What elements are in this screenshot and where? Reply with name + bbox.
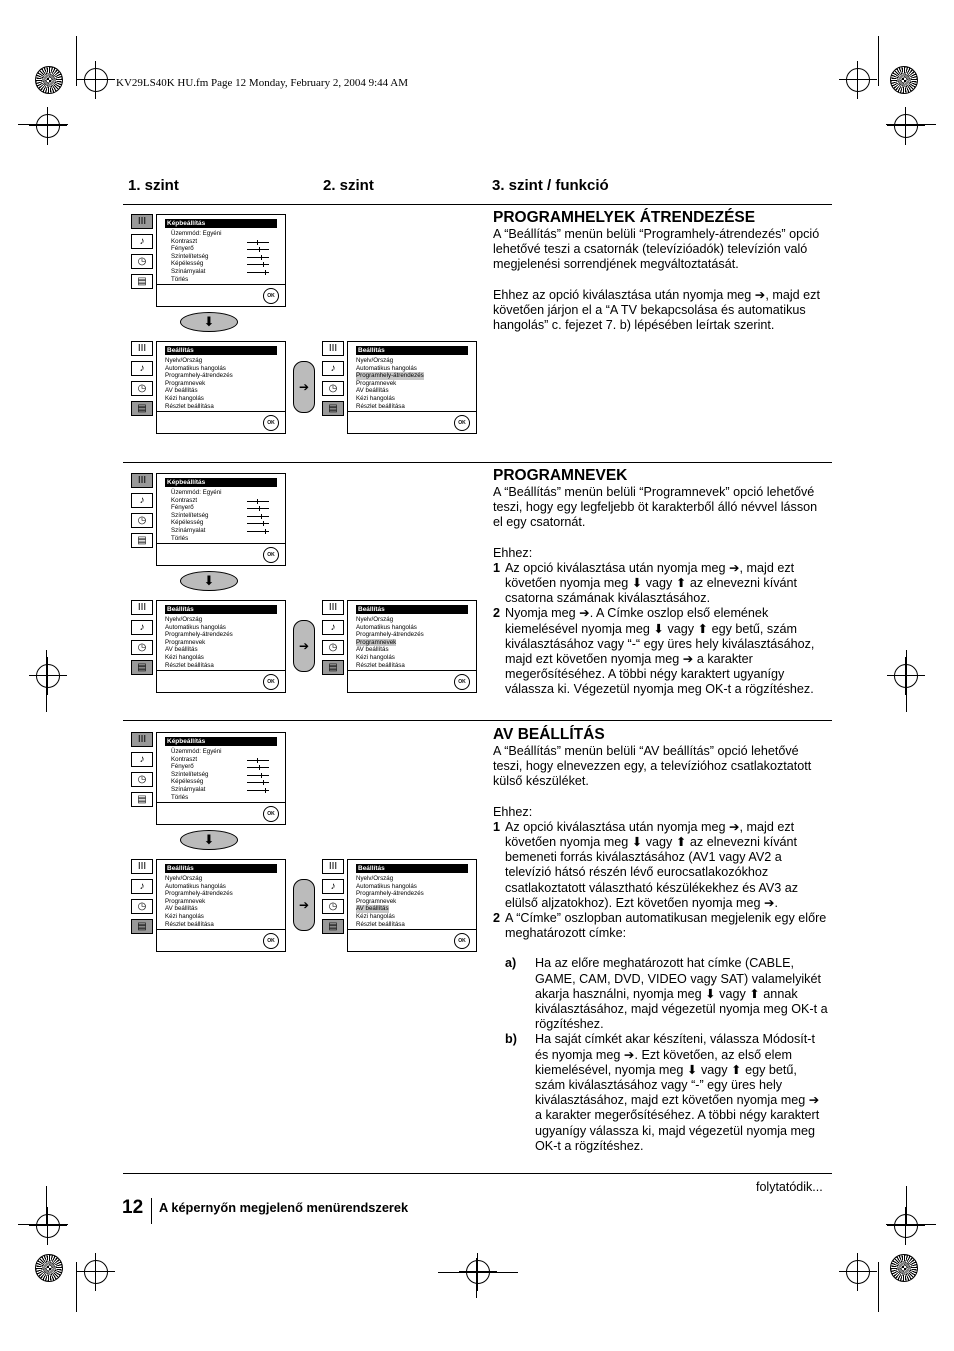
registration-mark [466,1260,490,1284]
paragraph: Ehhez: [493,545,533,560]
menu-separator [157,802,285,803]
setup-menu [347,859,477,952]
setup-icon: ▤ [131,660,153,675]
registration-mark [894,114,918,138]
menu-item: Részlet beállítása [356,661,405,669]
registration-dial [890,1254,918,1282]
menu-item: Programhely-átrendezés [356,372,424,380]
paragraph: Ehhez az opció kiválasztása után nyomja meg ➔, majd ezt követően járjon el a “A TV bekapcsolása és automatikus hangolás” c. fejezet 7. b) lépésében leírtak szerint. [493,287,820,333]
divider [123,462,832,463]
page-number: 12 [122,1197,144,1218]
menu-items [165,875,233,928]
ok-button-icon: OK [263,674,279,690]
step-text: A “Címke” oszlopban automatikusan megjelenik egy előre meghatározott címke: [505,911,827,941]
menu-item: Képélesség [171,260,204,268]
menu-item: Részlet beállítása [165,661,214,669]
registration-mark [894,664,918,688]
menu-item: Automatikus hangolás [356,882,417,890]
menu-item: Színtelítetség [171,770,209,778]
menu-items [165,357,233,410]
menu-title: Képbeállítás [165,737,277,746]
menu-item: Programhely-átrendezés [356,631,424,639]
setup-icon: ▤ [131,401,153,416]
down-arrow-icon: ⬇ [180,312,238,332]
section-body-programnevek [493,485,828,698]
menu-item: AV beállítás [356,905,389,913]
menu-item: Részlet beállítása [356,920,405,928]
level-slider [247,767,269,768]
level-slider [247,516,269,517]
level-slider [247,242,269,243]
paragraph: A “Beállítás” menün belüli “Programnevek” opció lehetővé teszi, hogy egy legfeljebb öt karakterből álló névvel lásson el egy csatornát. [493,485,818,530]
menu-item: Nyelv/Ország [356,875,394,882]
registration-mark [846,1260,870,1284]
menu-items [171,748,222,801]
menu-icon-column [322,341,344,421]
slider-marker [261,514,262,519]
picture-menu [156,732,286,825]
ok-button-icon: OK [263,288,279,304]
picture-icon: III [131,600,153,615]
menu-items [171,489,222,542]
slider-marker [257,240,258,245]
menu-title: Képbeállítás [165,478,277,487]
picture-icon: III [131,859,153,874]
setup-icon: ▤ [131,919,153,934]
menu-item: Nyelv/Ország [356,616,394,623]
menu-item: Programnevek [165,379,206,387]
divider [123,1173,832,1174]
level-slider [247,264,269,265]
menu-item: AV beállítás [356,387,389,395]
slider-marker [257,758,258,763]
picture-icon: III [322,859,344,874]
ok-button-icon: OK [454,415,470,431]
section-body-av-beallitas [493,744,828,1154]
menu-item: Üzemmód: Egyéni [171,489,222,496]
registration-mark [36,664,60,688]
sub-step-label: a) [505,956,517,971]
section-body-programhelyek [493,227,828,333]
menu-item: Automatikus hangolás [356,623,417,631]
divider [123,720,832,721]
sound-icon: ♪ [322,879,344,894]
sound-icon: ♪ [131,752,153,767]
slider-marker [259,506,260,511]
menu-item: Automatikus hangolás [165,364,226,372]
menu-items [356,616,424,669]
crop-mark [878,36,879,86]
level-3-heading: 3. szint / funkció [492,177,609,194]
menu-item: Programnevek [356,379,397,387]
step-text: Nyomja meg ➔. A Címke oszlop első elemének kiemelésével nyomja meg ⬇ vagy ⬆ egy betű, szám kiválasztásához vagy “-“ egy üres hely kiválasztásához, majd ezt követően nyomja meg ➔ a karakter megerősítéséhez. A többi négy karaktert ugyanígy válassza ki. Végezetül nyomja meg OK-t a rögzítéshez. [505,606,815,697]
footer-divider [151,1198,152,1224]
menu-item: Kontraszt [171,755,198,763]
menu-item: Kézi hangolás [165,394,204,402]
menu-item: Törlés [171,793,189,801]
slider-marker [261,255,262,260]
step-text: Az opció kiválasztása után nyomja meg ➔, majd ezt követően nyomja meg ⬇ vagy ⬆ az elnevezni kívánt csatorna számának kiválasztásához. [505,560,798,606]
right-arrow-icon: ➔ [293,620,315,672]
slider-marker [265,529,266,534]
menu-icon-column [131,214,153,294]
slider-marker [261,773,262,778]
step-number: 2 [493,911,501,926]
level-slider [247,782,269,783]
menu-item: Színtelítetség [171,252,209,260]
section-title-programnevek: PROGRAMNEVEK [493,467,628,484]
right-arrow-icon: ➔ [293,879,315,931]
menu-item: AV beállítás [165,387,198,395]
menu-icon-column [131,600,153,680]
timer-icon: ◷ [131,772,153,787]
menu-title: Beállítás [165,346,277,355]
level-slider [247,501,269,502]
menu-title: Képbeállítás [165,219,277,228]
level-slider [247,531,269,532]
level-slider [247,508,269,509]
menu-separator [157,411,285,412]
menu-item: Kézi hangolás [356,394,395,402]
menu-items [356,875,424,928]
picture-icon: III [131,214,153,229]
sub-step-text: Ha az előre meghatározott hat címke (CABLE, GAME, CAM, DVD, VIDEO vagy SAT) valamelyikét akarja használni, nyomja meg ⬇ vagy ⬆ annak kiválasztásához, majd végezetül nyomja meg OK-t a rögzítéshez. [535,956,828,1032]
menu-item: Kézi hangolás [356,653,395,661]
menu-item: AV beállítás [356,646,389,654]
right-arrow-icon: ➔ [293,361,315,413]
sound-icon: ♪ [322,620,344,635]
sound-icon: ♪ [131,493,153,508]
setup-menu [156,600,286,693]
menu-title: Beállítás [356,864,468,873]
step-number: 1 [493,819,501,834]
paragraph: Ehhez: [493,804,533,819]
sound-icon: ♪ [131,361,153,376]
menu-item: Részlet beállítása [165,402,214,410]
menu-item: Nyelv/Ország [165,875,203,882]
sound-icon: ♪ [131,234,153,249]
registration-mark [846,68,870,92]
menu-items [356,357,424,410]
setup-menu [347,341,477,434]
level-slider [247,760,269,761]
menu-item: Programnevek [356,897,397,905]
menu-item: Automatikus hangolás [165,882,226,890]
menu-icon-column [322,859,344,939]
paragraph: A “Beállítás” menün belüli “Programhely-átrendezés” opció lehetővé teszi a csatornák (televízióadók) televízión való megjelenési sorrendjének megváltoztatását. [493,227,820,272]
setup-icon: ▤ [322,919,344,934]
file-header: KV29LS40K HU.fm Page 12 Monday, February 2, 2004 9:44 AM [116,77,408,89]
menu-item: Színárnyalat [171,526,206,534]
menu-separator [157,929,285,930]
menu-item: Színtelítetség [171,511,209,519]
menu-item: Üzemmód: Egyéni [171,748,222,755]
ok-button-icon: OK [263,415,279,431]
registration-mark [36,1214,60,1238]
level-slider [247,272,269,273]
picture-icon: III [322,600,344,615]
slider-marker [265,788,266,793]
menu-items [171,230,222,283]
slider-marker [265,270,266,275]
menu-item: Képélesség [171,519,204,527]
slider-marker [263,262,264,267]
slider-marker [263,521,264,526]
crop-mark [878,1262,879,1312]
picture-menu [156,214,286,307]
menu-item: Színárnyalat [171,785,206,793]
menu-item: Programhely-átrendezés [165,631,233,639]
step-text: Az opció kiválasztása után nyomja meg ➔, majd ezt követően nyomja meg ⬇ vagy ⬆ az elnevezni kívánt bemeneti forrás kiválasztásához (AV1 vagy AV2 a televízió hátsó részén lévő eurocsatlakozókhoz csatlakoztatott választható készülékekhez és AV3 az elülső aljzatokhoz). Ezt követően nyomja meg ➔. [505,819,799,910]
menu-item: Üzemmód: Egyéni [171,230,222,237]
sound-icon: ♪ [131,620,153,635]
timer-icon: ◷ [322,640,344,655]
section-footer-title: A képernyőn megjelenő menürendszerek [159,1200,409,1215]
menu-item: Programhely-átrendezés [356,890,424,898]
registration-mark [84,68,108,92]
ok-button-icon: OK [454,933,470,949]
menu-item: Programhely-átrendezés [165,890,233,898]
picture-icon: III [131,473,153,488]
continued-note: folytatódik... [756,1180,823,1194]
slider-marker [263,780,264,785]
ok-button-icon: OK [263,547,279,563]
ok-button-icon: OK [263,933,279,949]
timer-icon: ◷ [131,381,153,396]
level-slider [247,775,269,776]
menu-item: Kézi hangolás [165,912,204,920]
menu-item: Kézi hangolás [165,653,204,661]
menu-item: Kontraszt [171,237,198,245]
menu-item: Törlés [171,534,189,542]
registration-dial [890,66,918,94]
step-number: 2 [493,606,501,621]
menu-title: Beállítás [356,605,468,614]
setup-icon: ▤ [131,533,153,548]
picture-icon: III [131,341,153,356]
divider [123,204,832,205]
sub-step-text: Ha saját címkét akar készíteni, válassza Módosít-t és nyomja meg ➔. Ezt követően, az első elem kiemelésével, nyomja meg ⬇ vagy ⬆ egy betű, szám kiválasztásához vagy “-” egy üres hely kiválasztásához, majd ezt követően nyomja meg ➔ a karakter megerősítéséhez. A többi négy karaktert ugyanígy válassza ki, majd végezetül nyomja meg OK-t a rögzítéshez. [535,1032,820,1153]
menu-icon-column [131,341,153,421]
menu-item: Részlet beállítása [165,920,214,928]
menu-item: Automatikus hangolás [356,364,417,372]
picture-menu [156,473,286,566]
ok-button-icon: OK [454,674,470,690]
setup-icon: ▤ [131,274,153,289]
menu-item: Törlés [171,275,189,283]
menu-icon-column [131,473,153,553]
menu-item: Fényerő [171,245,194,253]
picture-icon: III [131,732,153,747]
menu-item: Képélesség [171,778,204,786]
menu-item: Programhely-átrendezés [165,372,233,380]
menu-items [165,616,233,669]
menu-item: Kézi hangolás [356,912,395,920]
timer-icon: ◷ [131,513,153,528]
section-title-av-beallitas: AV BEÁLLÍTÁS [493,726,605,743]
timer-icon: ◷ [131,254,153,269]
timer-icon: ◷ [131,640,153,655]
setup-menu [347,600,477,693]
menu-item: Nyelv/Ország [165,616,203,623]
down-arrow-icon: ⬇ [180,571,238,591]
menu-item: Részlet beállítása [356,402,405,410]
ok-button-icon: OK [263,806,279,822]
menu-item: Automatikus hangolás [165,623,226,631]
registration-mark [36,114,60,138]
menu-item: Kontraszt [171,496,198,504]
setup-menu [156,341,286,434]
menu-separator [157,670,285,671]
menu-item: Programnevek [165,897,206,905]
timer-icon: ◷ [322,899,344,914]
menu-item: AV beállítás [165,905,198,913]
menu-separator [348,929,476,930]
menu-title: Beállítás [356,346,468,355]
menu-item: Színárnyalat [171,267,206,275]
section-title-programhelyek: PROGRAMHELYEK ÁTRENDEZÉSE [493,209,756,226]
crop-mark [76,1262,77,1312]
menu-icon-column [322,600,344,680]
menu-item: Fényerő [171,763,194,771]
paragraph: A “Beállítás” menün belüli “AV beállítás” opció lehetővé teszi, hogy elnevezzen egy, a televízióhoz csatlakoztatott külső készüléket. [493,744,812,789]
menu-separator [348,670,476,671]
picture-icon: III [322,341,344,356]
level-2-heading: 2. szint [323,177,374,194]
timer-icon: ◷ [322,381,344,396]
registration-dial [35,1254,63,1282]
setup-icon: ▤ [322,401,344,416]
level-slider [247,249,269,250]
level-1-heading: 1. szint [128,177,179,194]
setup-icon: ▤ [131,792,153,807]
setup-icon: ▤ [322,660,344,675]
sound-icon: ♪ [322,361,344,376]
registration-dial [35,66,63,94]
step-number: 1 [493,560,501,575]
menu-item: Programnevek [356,638,397,646]
menu-separator [348,411,476,412]
menu-item: Nyelv/Ország [165,357,203,364]
menu-title: Beállítás [165,864,277,873]
registration-mark [894,1214,918,1238]
slider-marker [257,499,258,504]
down-arrow-icon: ⬇ [180,830,238,850]
menu-item: Nyelv/Ország [356,357,394,364]
menu-separator [157,284,285,285]
menu-title: Beállítás [165,605,277,614]
menu-separator [157,543,285,544]
menu-icon-column [131,859,153,939]
sound-icon: ♪ [131,879,153,894]
level-slider [247,790,269,791]
slider-marker [259,765,260,770]
menu-item: Programnevek [165,638,206,646]
sub-step-label: b) [505,1032,517,1047]
level-slider [247,257,269,258]
setup-menu [156,859,286,952]
menu-item: AV beállítás [165,646,198,654]
level-slider [247,523,269,524]
menu-icon-column [131,732,153,812]
slider-marker [259,247,260,252]
timer-icon: ◷ [131,899,153,914]
registration-mark [84,1260,108,1284]
menu-item: Fényerő [171,504,194,512]
